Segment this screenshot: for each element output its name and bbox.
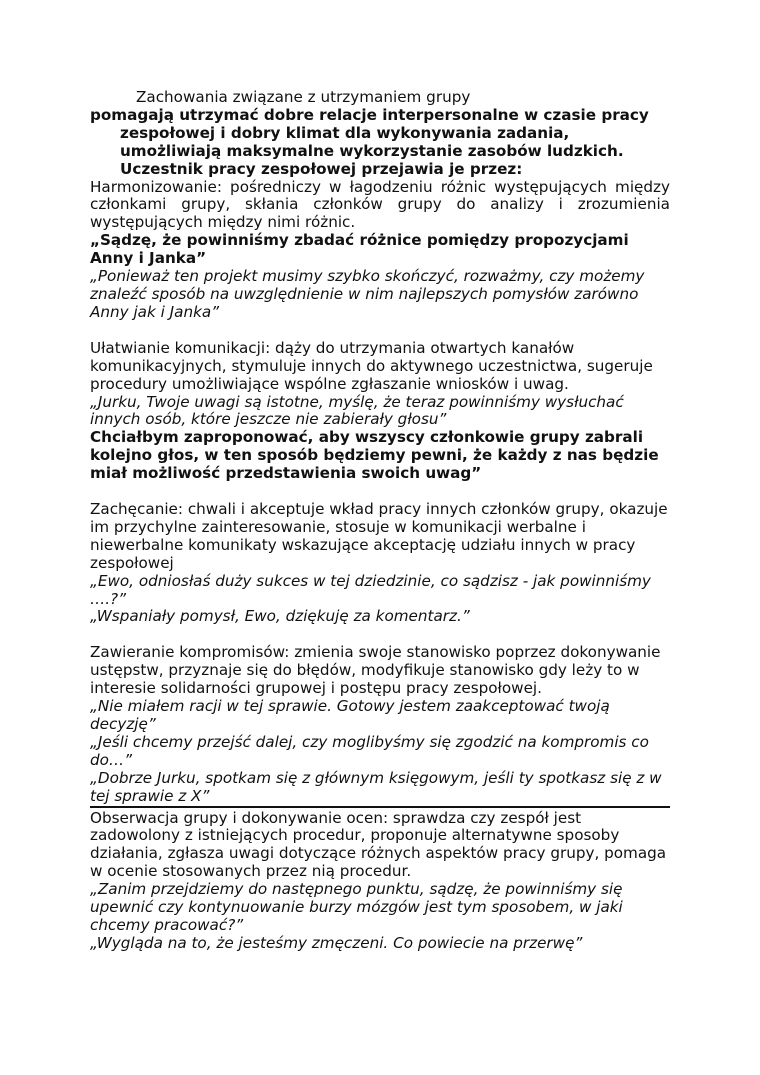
- encouraging-text: Zachęcanie: chwali i akceptuje wkład pracy innych członków grupy, okazuje im przychylne zainteresowanie, stosuje w komunikacji werbalne i niewerbalne komunikaty wskazujące akceptację udziału innych w pracy zespołowej: [90, 500, 668, 572]
- compromise-quote-1: „Nie miałem racji w tej sprawie. Gotowy jestem zaakceptować twoją decyzję”: [90, 697, 610, 733]
- observation-text: Obserwacja grupy i dokonywanie ocen: sprawdza czy zespół jest zadowolony z istniejących procedur, proponuje alternatywne sposoby działania, zgłasza uwagi dotyczące różnych aspektów pracy grupy, pomaga w ocenie stosowanych przez nią procedur.: [90, 808, 667, 881]
- observation-quote-2: „Wygląda na to, że jesteśmy zmęczeni. Co powiecie na przerwę”: [90, 933, 583, 952]
- encouraging-quote-1: „Ewo, odniosłaś duży sukces w tej dziedzinie, co sądzisz - jak powinniśmy ….?”: [90, 571, 651, 608]
- spacer: [90, 626, 670, 644]
- section-divider: [90, 806, 670, 808]
- harmonizing-italic-quote: „Ponieważ ten projekt musimy szybko skończyć, rozważmy, czy możemy znaleźć sposób na uwzględnienie w nim najlepszych pomysłów zarówno Anny jak i Janka”: [90, 267, 645, 321]
- observation-quote-1: „Zanim przejdziemy do następnego punktu, sądzę, że powinniśmy się upewnić czy kontynuowanie burzy mózgów jest tym sposobem, w jaki chcemy pracować?”: [90, 880, 623, 934]
- communication-italic-quote: „Jurku, Twoje uwagi są istotne, myślę, że teraz powinniśmy wysłuchać innych osób, które jeszcze nie zabierały głosu”: [90, 392, 624, 429]
- communication-bold-quote: Chciałbym zaproponować, aby wszyscy członkowie grupy zabrali kolejno głos, w ten sposób będziemy pewni, że każdy z nas będzie miał możliwość przedstawienia swoich uwag”: [90, 428, 659, 483]
- encouraging-quote-2: „Wspaniały pomysł, Ewo, dziękuję za komentarz.”: [90, 607, 470, 626]
- harmonizing-bold-quote: „Sądzę, że powinniśmy zbadać różnice pomiędzy propozycjami Anny i Janka”: [90, 231, 629, 268]
- compromise-text: Zawieranie kompromisów: zmienia swoje stanowisko poprzez dokonywanie ustępstw, przyznaje się do błędów, modyfikuje stanowisko gdy leży to w interesie solidarności grupowej i postępu pracy zespołowej.: [90, 643, 661, 698]
- section-title: Zachowania związane z utrzymaniem grupy: [136, 88, 471, 106]
- document-page: [90, 89, 670, 953]
- intro-line1: pomagają utrzymać dobre relacje interpersonalne w czasie pracy: [90, 105, 649, 124]
- compromise-quote-2: „Jeśli chcemy przejść dalej, czy moglibyśmy się zgodzić na kompromis co do…”: [90, 732, 649, 769]
- spacer: [90, 322, 670, 340]
- harmonizing-text: Harmonizowanie: pośredniczy w łagodzeniu różnic występujących między członkami grupy, skłania członków grupy do analizy i zrozumienia występujących między nimi różnic.: [90, 177, 670, 232]
- communication-text: Ułatwianie komunikacji: dąży do utrzymania otwartych kanałów komunikacyjnych, stymuluje innych do aktywnego uczestnictwa, sugeruje procedury umożliwiające wspólne zgłaszanie wniosków i uwag.: [90, 338, 653, 393]
- intro-rest: zespołowej i dobry klimat dla wykonywania zadania, umożliwiają maksymalne wykorzystanie zasobów ludzkich. Uczestnik pracy zespołowej przejawia je przez:: [120, 123, 624, 178]
- spacer: [90, 483, 670, 501]
- compromise-quote-3: „Dobrze Jurku, spotkam się z głównym księgowym, jeśli ty spotkasz się z w tej sprawie z X”: [90, 768, 662, 805]
